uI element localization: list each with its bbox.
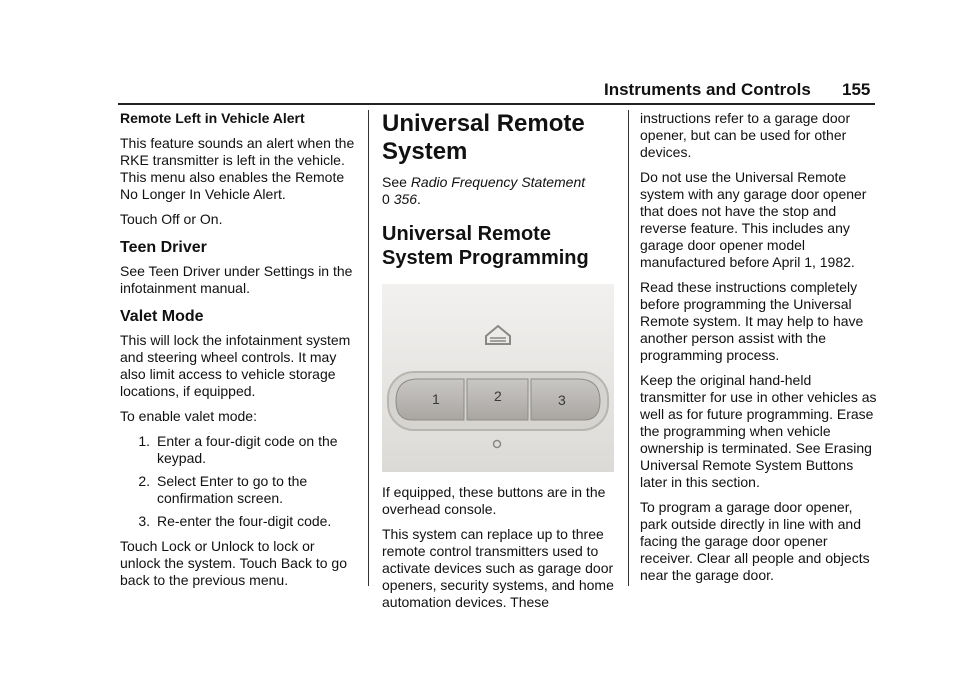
button-1 — [396, 379, 464, 420]
teen-driver-body: See Teen Driver under Settings in the infotainment manual. — [120, 263, 353, 296]
list-item — [120, 433, 356, 467]
see-link[interactable]: Radio Frequency Statement — [410, 174, 586, 190]
column-right — [640, 110, 880, 592]
section-title: Instruments and Controls — [604, 80, 811, 99]
see-page[interactable]: 356 — [393, 191, 418, 207]
valet-steps — [120, 433, 356, 530]
valet-mode-body: This will lock the infotainment system and steering wheel controls. It may also limit access to vehicle storage locations, if equipped. — [120, 332, 351, 399]
step-text: Select Enter to go to the confirmation screen. — [157, 473, 308, 506]
paragraph: To program a garage door opener, park outside directly in line with and facing the garage door opener receiver. Clear all people and objects near the garage door. — [640, 499, 870, 583]
column-left — [120, 110, 356, 597]
see-reference — [382, 174, 616, 208]
step-number: 3. — [138, 513, 150, 529]
image-caption: If equipped, these buttons are in the overhead console. — [382, 484, 606, 517]
page-ref-icon: 0 — [382, 191, 390, 207]
button-label-1: 1 — [432, 391, 440, 407]
see-prefix: See — [382, 174, 411, 190]
paragraph: Do not use the Universal Remote system with any garage door opener that does not have the stop and reverse feature. This includes any garage door opener model manufactured before April 1, 1982. — [640, 169, 867, 270]
remote-left-body: This feature sounds an alert when the RKE transmitter is left in the vehicle. This menu also enables the Remote No Longer In Vehicle Alert. — [120, 135, 355, 202]
valet-mode-outro: Touch Lock or Unlock to lock or unlock the system. Touch Back to go back to the previous menu. — [120, 538, 347, 588]
remote-left-title: Remote Left in Vehicle Alert — [120, 110, 305, 126]
list-item — [120, 473, 356, 507]
overhead-console-photo — [382, 284, 614, 472]
step-number: 1. — [138, 433, 150, 449]
header-rule — [118, 103, 875, 105]
paragraph: Read these instructions completely before programming the Universal Remote system. It may help to have another person assist with the programming process. — [640, 279, 864, 363]
column-divider — [628, 110, 629, 586]
page-number: 155 — [842, 80, 871, 99]
remote-left-touch: Touch Off or On. — [120, 211, 223, 227]
section-heading: Universal Remote System — [382, 110, 585, 165]
system-description: This system can replace up to three remote control transmitters used to activate devices such as garage door openers, security systems, and home automation devices. These — [382, 526, 614, 610]
teen-driver-heading: Teen Driver — [120, 239, 207, 256]
button-label-2: 2 — [494, 388, 502, 404]
step-number: 2. — [138, 473, 150, 489]
button-label-3: 3 — [558, 392, 566, 408]
valet-mode-intro: To enable valet mode: — [120, 408, 257, 424]
paragraph: Keep the original hand-held transmitter for use in other vehicles as well as for future programming. Erase the programming when vehicle ownership is terminated. See Erasing Universal Remote System Buttons later in this section. — [640, 372, 877, 490]
see-suffix: . — [417, 191, 421, 207]
column-middle — [382, 110, 616, 619]
step-text: Enter a four-digit code on the keypad. — [157, 433, 338, 466]
paragraph: instructions refer to a garage door opener, but can be used for other devices. — [640, 110, 851, 160]
step-text: Re-enter the four-digit code. — [157, 513, 332, 529]
column-divider — [368, 110, 369, 586]
list-item — [120, 513, 356, 530]
programming-heading: Universal Remote System Programming — [382, 223, 589, 269]
valet-mode-heading: Valet Mode — [120, 308, 204, 325]
